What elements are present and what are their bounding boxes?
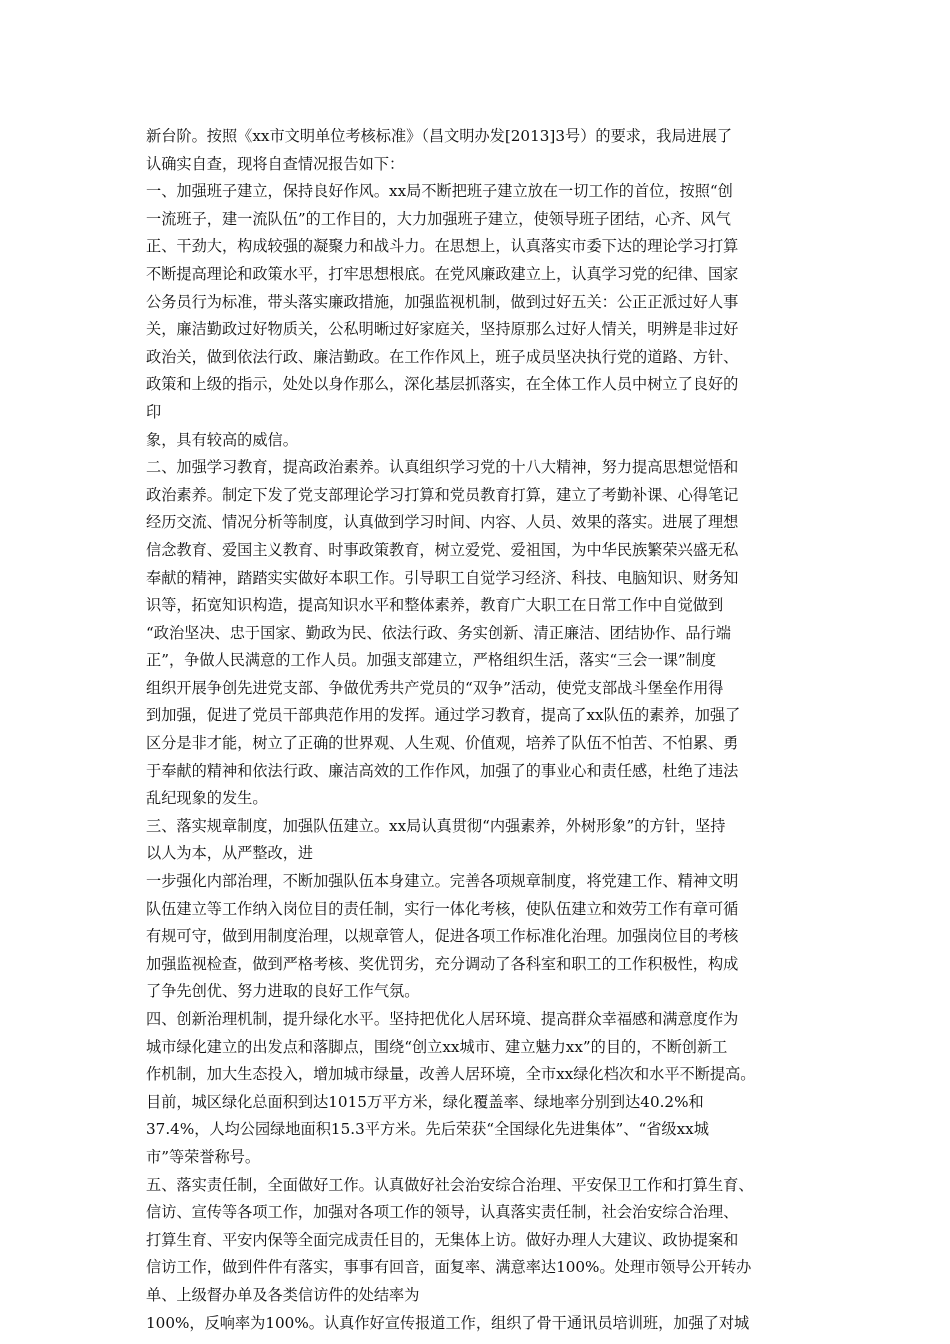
text-line: 三、落实规章制度，加强队伍建立。xx局认真贯彻“内强素养，外树形象”的方针，坚持 bbox=[146, 816, 726, 835]
text-line: 公务员行为标准，带头落实廉政措施，加强监视机制，做到过好五关：公正正派过好人事 bbox=[146, 292, 739, 311]
text-line: 单、上级督办单及各类信访件的处结率为 bbox=[146, 1285, 420, 1304]
text-line: 队伍建立等工作纳入岗位目的责任制，实行一体化考核，使队伍建立和效劳工作有章可循 bbox=[146, 899, 739, 918]
text-line: 有规可守，做到用制度治理，以规章管人，促进各项工作标准化治理。加强岗位目的考核 bbox=[146, 927, 739, 946]
text-line: 一流班子，建一流队伍”的工作目的，大力加强班子建立，使领导班子团结，心齐、风气 bbox=[146, 209, 731, 228]
text-line: 目前，城区绿化总面积到达1015万平方米，绿化覆盖率、绿地率分别到达40.2%和 bbox=[146, 1092, 704, 1111]
text-line: 组织开展争创先进党支部、争做优秀共产党员的“双争”活动，使党支部战斗堡垒作用得 bbox=[146, 678, 724, 697]
text-line: 识等，拓宽知识构造，提高知识水平和整体素养，教育广大职工在日常工作中自觉做到 bbox=[146, 596, 724, 615]
text-line: 认确实自查，现将自查情况报告如下： bbox=[146, 154, 405, 173]
text-line: 于奉献的精神和依法行政、廉洁高效的工作作风，加强了的事业心和责任感，杜绝了违法 bbox=[146, 761, 739, 780]
text-line: 城市绿化建立的出发点和落脚点，围绕“创立xx城市、建立魅力xx”的目的，不断创新工 bbox=[146, 1037, 728, 1056]
text-line: 作机制，加大生态投入，增加城市绿量，改善人居环境，全市xx绿化档次和水平不断提高。 bbox=[146, 1065, 756, 1084]
text-line: 信念教育、爱国主义教育、时事政策教育，树立爱党、爱祖国，为中华民族繁荣兴盛无私 bbox=[146, 540, 739, 559]
text-line: 政治关，做到依法行政、廉洁勤政。在工作作风上，班子成员坚决执行党的道路、方针、 bbox=[146, 347, 739, 366]
text-line: 政策和上级的指示，处处以身作那么，深化基层抓落实，在全体工作人员中树立了良好的 bbox=[146, 375, 739, 394]
document-body bbox=[146, 123, 810, 1337]
text-line: 一、加强班子建立，保持良好作风。xx局不断把班子建立放在一切工作的首位，按照“创 bbox=[146, 182, 733, 201]
text-line: 加强监视检查，做到严格考核、奖优罚劣，充分调动了各科室和职工的工作积极性，构成 bbox=[146, 954, 739, 973]
text-line: 37.4%，人均公园绿地面积15.3平方米。先后荣获“全国绿化先进集体”、“省级xx城 bbox=[146, 1120, 709, 1139]
text-line: 印 bbox=[146, 402, 162, 421]
text-line: 100%，反响率为100%。认真作好宣传报道工作，组织了骨干通讯员培训班，加强了对城 bbox=[146, 1313, 750, 1332]
text-line: 关，廉洁勤政过好物质关，公私明晰过好家庭关，坚持原那么过好人情关，明辨是非过好 bbox=[146, 320, 739, 339]
text-line: 四、创新治理机制，提升绿化水平。坚持把优化人居环境、提高群众幸福感和满意度作为 bbox=[146, 1010, 739, 1028]
text-line: 政治素养。制定下发了党支部理论学习打算和党员教育打算，建立了考勤补课、心得笔记 bbox=[146, 485, 739, 504]
text-line: 市”等荣誉称号。 bbox=[146, 1147, 261, 1166]
text-line: 二、加强学习教育，提高政治素养。认真组织学习党的十八大精神，努力提高思想觉悟和 bbox=[146, 458, 739, 477]
text-line: 正”，争做人民满意的工作人员。加强支部建立，严格组织生活，落实“三会一课”制度 bbox=[146, 651, 717, 670]
text-line: 一步强化内部治理，不断加强队伍本身建立。完善各项规章制度，将党建工作、精神文明 bbox=[146, 872, 739, 891]
text-line: 五、落实责任制，全面做好工作。认真做好社会治安综合治理、平安保卫工作和打算生育、 bbox=[146, 1175, 754, 1194]
text-line: 象，具有较高的威信。 bbox=[146, 430, 298, 449]
text-line: 经历交流、情况分析等制度，认真做到学习时间、内容、人员、效果的落实。进展了理想 bbox=[146, 513, 739, 532]
text-line: 打算生育、平安内保等全面完成责任目的，无集体上访。做好办理人大建议、政协提案和 bbox=[146, 1230, 739, 1249]
text-line: 区分是非才能，树立了正确的世界观、人生观、价值观，培养了队伍不怕苦、不怕累、勇 bbox=[146, 734, 739, 753]
text-line: 信访、宣传等各项工作，加强对各项工作的领导，认真落实责任制，社会治安综合治理、 bbox=[146, 1203, 739, 1222]
text-line: 新台阶。按照《xx市文明单位考核标准》（昌文明办发[2013]3号）的要求，我局进展了 bbox=[146, 127, 733, 145]
text-line: 乱纪现象的发生。 bbox=[146, 789, 268, 808]
text-line: 到加强，促进了党员干部典范作用的发挥。通过学习教育，提高了xx队伍的素养，加强了 bbox=[146, 706, 741, 725]
text-line: “政治坚决、忠于国家、勤政为民、依法行政、务实创新、清正廉洁、团结协作、品行端 bbox=[146, 623, 731, 642]
text-line: 奉献的精神，踏踏实实做好本职工作。引导职工自觉学习经济、科技、电脑知识、财务知 bbox=[146, 568, 739, 587]
text-line: 信访工作，做到件件有落实，事事有回音，面复率、满意率达100%。处理市领导公开转办 bbox=[146, 1258, 752, 1277]
text-line: 不断提高理论和政策水平，打牢思想根底。在党风廉政建立上，认真学习党的纪律、国家 bbox=[146, 264, 739, 283]
text-line: 正、干劲大，构成较强的凝聚力和战斗力。在思想上，认真落实市委下达的理论学习打算 bbox=[146, 237, 739, 256]
text-line: 了争先创优、努力进取的良好工作气氛。 bbox=[146, 982, 420, 1001]
text-line: 以人为本，从严整改，进 bbox=[146, 844, 314, 863]
